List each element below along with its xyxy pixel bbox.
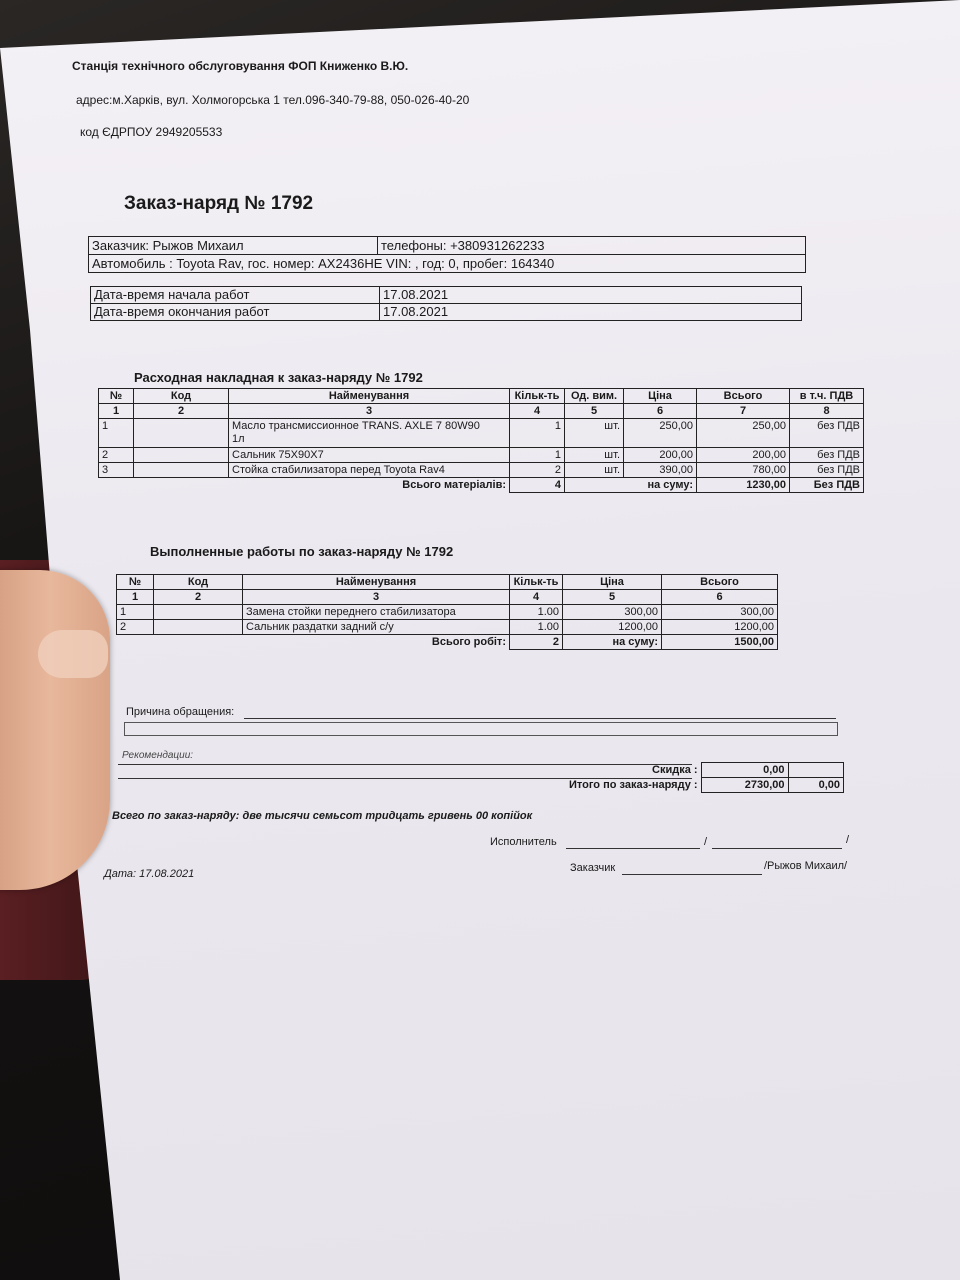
station-edrpou: код ЄДРПОУ 2949205533 bbox=[80, 125, 223, 139]
station-name: Станція технічного обслуговування ФОП Книженко В.Ю. bbox=[72, 59, 409, 73]
row-name: Сальник 75X90X7 bbox=[229, 448, 510, 463]
works-header: № bbox=[117, 575, 154, 590]
discount-extra bbox=[788, 763, 843, 778]
row-price: 200,00 bbox=[624, 448, 697, 463]
works-colnum: 3 bbox=[243, 590, 510, 605]
row-price: 1200,00 bbox=[563, 620, 662, 635]
materials-total-qty: 4 bbox=[510, 478, 565, 493]
row-name bbox=[229, 419, 510, 448]
row-qty: 1 bbox=[510, 419, 565, 448]
materials-header: Ціна bbox=[624, 389, 697, 404]
row-number: 1 bbox=[117, 605, 154, 620]
reason-label: Причина обращения: bbox=[126, 706, 235, 718]
row-number: 1 bbox=[99, 419, 134, 448]
row-total: 200,00 bbox=[697, 448, 790, 463]
customer-name: Заказчик: Рыжов Михаил bbox=[89, 237, 378, 255]
total-words: Всего по заказ-наряду: две тысячи семьсот тридцать гривень 00 копійок bbox=[112, 810, 533, 822]
recommend-label: Рекомендации: bbox=[122, 750, 194, 761]
slash: / bbox=[846, 834, 850, 846]
works-total-label: Всього робіт: bbox=[431, 636, 506, 649]
works-sum-label: на суму: bbox=[563, 635, 662, 650]
row-price: 300,00 bbox=[563, 605, 662, 620]
table-row bbox=[117, 605, 778, 620]
discount-label: Скидка : bbox=[652, 764, 698, 776]
customer-sign-label: Заказчик bbox=[570, 862, 616, 874]
row-total: 250,00 bbox=[697, 419, 790, 448]
row-unit: шт. bbox=[565, 448, 624, 463]
thumbnail bbox=[38, 630, 108, 678]
executor-signature-line bbox=[566, 848, 700, 849]
materials-total-label: Всього матеріалів: bbox=[402, 479, 506, 492]
customer-car: Автомобиль : Toyota Rav, гос. номер: AX2436HE VIN: , год: 0, пробег: 164340 bbox=[89, 255, 806, 273]
materials-sum-vat: Без ПДВ bbox=[790, 478, 864, 493]
row-code bbox=[134, 448, 229, 463]
row-qty: 1.00 bbox=[510, 620, 563, 635]
row-total: 300,00 bbox=[662, 605, 778, 620]
materials-sum-value: 1230,00 bbox=[697, 478, 790, 493]
row-name-line2: 1л bbox=[232, 433, 245, 445]
materials-header: Найменування bbox=[229, 389, 510, 404]
row-qty: 1 bbox=[510, 448, 565, 463]
works-colnum: 5 bbox=[563, 590, 662, 605]
materials-colnum: 4 bbox=[510, 404, 565, 419]
works-sum-value: 1500,00 bbox=[662, 635, 778, 650]
reason-line bbox=[244, 718, 836, 719]
date-footer: Дата: 17.08.2021 bbox=[104, 868, 195, 880]
materials-header: Всього bbox=[697, 389, 790, 404]
total-order-label: Итого по заказ-наряду : bbox=[569, 779, 698, 791]
customer-phones: телефоны: +380931262233 bbox=[378, 237, 806, 255]
works-colnum: 4 bbox=[510, 590, 563, 605]
row-total: 780,00 bbox=[697, 463, 790, 478]
start-value: 17.08.2021 bbox=[380, 287, 802, 304]
row-code bbox=[154, 620, 243, 635]
row-number: 2 bbox=[117, 620, 154, 635]
customer-signature-line bbox=[622, 874, 762, 875]
materials-header: в т.ч. ПДВ bbox=[790, 389, 864, 404]
works-header: Всього bbox=[662, 575, 778, 590]
row-vat: без ПДВ bbox=[790, 419, 864, 448]
hand bbox=[0, 570, 110, 890]
works-colnum: 2 bbox=[154, 590, 243, 605]
row-vat: без ПДВ bbox=[790, 463, 864, 478]
materials-header: Од. вим. bbox=[565, 389, 624, 404]
materials-colnum: 7 bbox=[697, 404, 790, 419]
row-qty: 2 bbox=[510, 463, 565, 478]
materials-colnum: 8 bbox=[790, 404, 864, 419]
executor-name-line bbox=[712, 848, 842, 849]
works-title: Выполненные работы по заказ-наряду № 1792 bbox=[150, 544, 454, 559]
row-price: 250,00 bbox=[624, 419, 697, 448]
materials-header: Кільк-ть bbox=[510, 389, 565, 404]
table-row bbox=[99, 448, 864, 463]
start-label: Дата-время начала работ bbox=[91, 287, 380, 304]
row-name: Замена стойки переднего стабилизатора bbox=[243, 605, 510, 620]
works-total-qty: 2 bbox=[510, 635, 563, 650]
row-name: Стойка стабилизатора перед Toyota Rav4 bbox=[229, 463, 510, 478]
totals-table bbox=[566, 762, 844, 793]
row-number: 2 bbox=[99, 448, 134, 463]
works-colnum: 1 bbox=[117, 590, 154, 605]
materials-colnum: 3 bbox=[229, 404, 510, 419]
station-address: адрес:м.Харків, вул. Холмогорська 1 тел.096-340-79-88, 050-026-40-20 bbox=[76, 93, 470, 107]
end-value: 17.08.2021 bbox=[380, 304, 802, 321]
works-table bbox=[116, 574, 778, 650]
materials-colnum: 1 bbox=[99, 404, 134, 419]
dates-table bbox=[90, 286, 802, 321]
row-code bbox=[154, 605, 243, 620]
works-colnum: 6 bbox=[662, 590, 778, 605]
row-unit: шт. bbox=[565, 419, 624, 448]
materials-colnum: 2 bbox=[134, 404, 229, 419]
reason-box bbox=[124, 722, 838, 736]
works-header: Ціна bbox=[563, 575, 662, 590]
end-label: Дата-время окончания работ bbox=[91, 304, 380, 321]
materials-colnum: 5 bbox=[565, 404, 624, 419]
executor-label: Исполнитель bbox=[490, 836, 557, 848]
order-title: Заказ-наряд № 1792 bbox=[124, 193, 314, 214]
row-total: 1200,00 bbox=[662, 620, 778, 635]
row-qty: 1.00 bbox=[510, 605, 563, 620]
row-name-line1: Масло трансмиссионное TRANS. AXLE 7 80W90 bbox=[232, 420, 480, 432]
customer-table bbox=[88, 236, 806, 273]
customer-sign-name: /Рыжов Михаил/ bbox=[764, 860, 848, 872]
row-number: 3 bbox=[99, 463, 134, 478]
works-header: Найменування bbox=[243, 575, 510, 590]
works-header: Кільк-ть bbox=[510, 575, 563, 590]
discount-value: 0,00 bbox=[701, 763, 788, 778]
row-price: 390,00 bbox=[624, 463, 697, 478]
row-unit: шт. bbox=[565, 463, 624, 478]
row-vat: без ПДВ bbox=[790, 448, 864, 463]
table-row bbox=[99, 419, 864, 448]
table-row bbox=[117, 620, 778, 635]
materials-table bbox=[98, 388, 864, 493]
slash: / bbox=[704, 836, 708, 848]
table-row bbox=[99, 463, 864, 478]
row-code bbox=[134, 463, 229, 478]
works-header: Код bbox=[154, 575, 243, 590]
materials-header: № bbox=[99, 389, 134, 404]
row-name: Сальник раздатки задний с/у bbox=[243, 620, 510, 635]
materials-title: Расходная накладная к заказ-наряду № 1792 bbox=[134, 370, 423, 385]
materials-colnum: 6 bbox=[624, 404, 697, 419]
materials-header: Код bbox=[134, 389, 229, 404]
total-order-extra: 0,00 bbox=[788, 778, 843, 793]
row-code bbox=[134, 419, 229, 448]
materials-sum-label: на суму: bbox=[565, 478, 697, 493]
total-order-value: 2730,00 bbox=[701, 778, 788, 793]
